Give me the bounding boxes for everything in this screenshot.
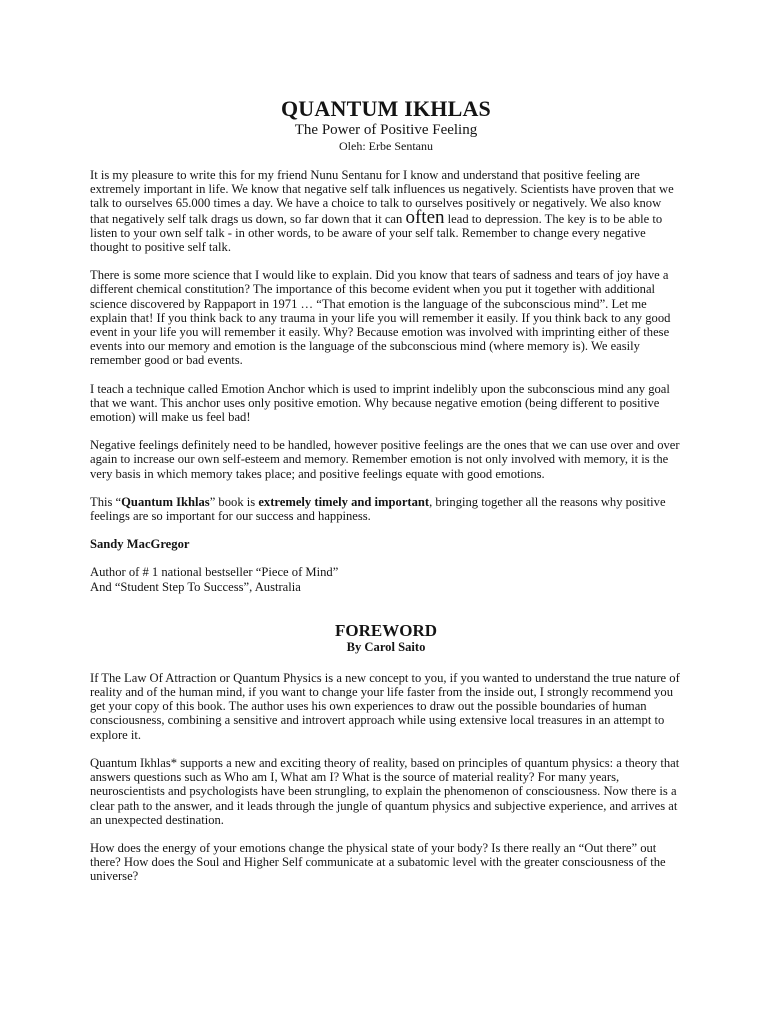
foreword-paragraph-1: If The Law Of Attraction or Quantum Physics is a new concept to you, if you wanted to understand the true nature of reality and of the human mind, if you want to change your life faster from the inside out, I strongly recommend you get your copy of this book. The author uses his own experiences to draw out the possible boundaries of human consciousness, combining a sensitive and introvert approach while using extensive local treasures in an attempt to explore it. xyxy=(90,670,680,742)
author-credit-line-2: And “Student Step To Success”, Australia xyxy=(90,579,301,594)
intro-p1-text-b: lead to depression. The key is to be able to listen to your own self talk - in other words, to be aware of your self talk. Remember to change every negative thought to positive self talk. xyxy=(90,211,663,255)
intro-p5-bold-title: Quantum Ikhlas xyxy=(121,494,210,509)
page-byline: Oleh: Erbe Sentanu xyxy=(339,139,433,153)
foreword-paragraph-2: Quantum Ikhlas* supports a new and exciting theory of reality, based on principles of quantum physics: a theory that answers questions such as Who am I, What am I? What is the source of material reality? For many years, neuroscientists and psychologists have been strungling, to explain the phenomenon of consciousness. Now there is a clear path to the answer, and it leads through the jungle of quantum physics and subjective experience, and arrives at an unexpected destination. xyxy=(90,755,680,827)
intro-p1-emphasis: often xyxy=(405,206,445,228)
intro-paragraph-2: There is some more science that I would like to explain. Did you know that tears of sadness and tears of joy have a different chemical constitution? The importance of this become evident when you put it together with additional science discovered by Rappaport in 1971 … “That emotion is the language of the subconscious mind”. Let me explain that! If you think back to any trauma in your life you will remember it easily. If you think back to any good event in your life you will remember it easily. Why? Because emotion was involved with imprinting either of these events into our memory and emotion is the language of the subconscious mind (where memory is). We easily remember good or bad events. xyxy=(90,268,671,368)
foreword-title: FOREWORD xyxy=(335,620,437,640)
intro-paragraph-4: Negative feelings definitely need to be handled, however positive feelings are the ones that we can use over and over again to increase our own self-esteem and memory. Remember emotion is not only involved with memory, it is the very basis in which memory takes place; and positive feelings equate with good emotions. xyxy=(90,438,680,481)
author-credits xyxy=(90,565,682,593)
intro-paragraph-1 xyxy=(90,168,682,254)
foreword-byline: By Carol Saito xyxy=(346,639,426,654)
intro-p5-text-a: This “ xyxy=(90,494,122,509)
page-subtitle: The Power of Positive Feeling xyxy=(294,122,478,138)
page-title: QUANTUM IKHLAS xyxy=(281,96,491,121)
intro-p5-text-c: , bringing together all the reasons why positive feelings are so important for our success and happiness. xyxy=(90,494,666,524)
intro-paragraph-5 xyxy=(90,495,682,523)
foreword-paragraph-3: How does the energy of your emotions change the physical state of your body? Is there really an “Out there” out there? How does the Soul and Higher Self communicate at a subatomic level with the greater consciousness of the universe? xyxy=(90,840,666,884)
intro-p5-text-b: ” book is xyxy=(209,494,259,509)
intro-p5-bold-phrase: extremely timely and important xyxy=(258,494,430,509)
intro-p1-text-a: It is my pleasure to write this for my friend Nunu Sentanu for I know and understand that positive feeling are extremely important in life. We know that negative self talk influences us negatively. Scientists have proven that we talk to ourselves 65.000 times a day. We have a choice to talk to ourselves positively or negatively. We also know that negatively self talk drags us down, so far down that it can xyxy=(90,168,674,226)
author-credit-line-1: Author of # 1 national bestseller “Piece of Mind” xyxy=(90,565,339,580)
page-content xyxy=(90,96,682,898)
signature-name: Sandy MacGregor xyxy=(90,537,190,552)
intro-paragraph-3: I teach a technique called Emotion Anchor which is used to imprint indelibly upon the subconscious mind any goal that we want. This anchor uses only positive emotion. Why because negative emotion (being different to positive emotion) will make us feel bad! xyxy=(90,381,670,425)
